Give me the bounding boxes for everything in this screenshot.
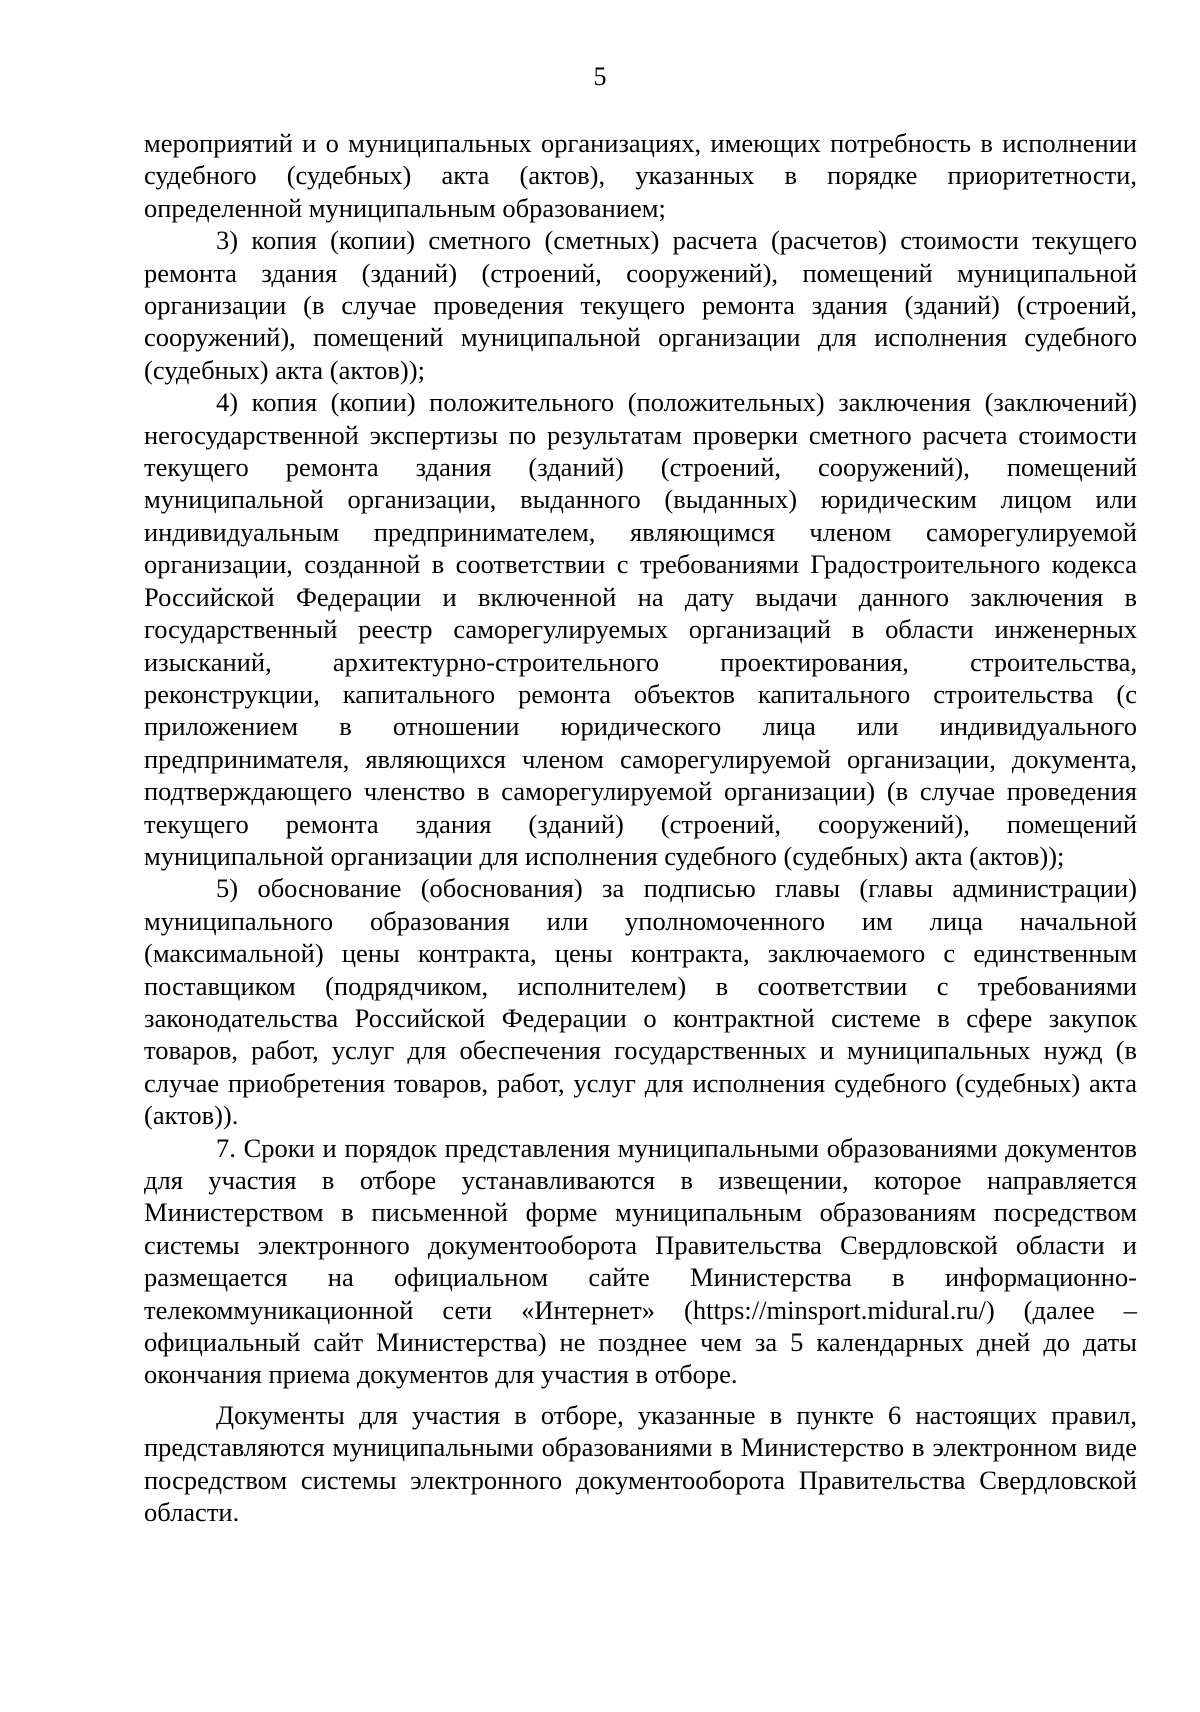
paragraph-item-4: 4) копия (копии) положительного (положительных) заключения (заключений) негосударственной экспертизы по результатам проверки сметного расчета стоимости текущего ремонта здания (зданий) (строений, сооружений), помещений муниципальной организации, выданного (выданных) юридическим лицом или индивидуальным предпринимателем, являющимся членом саморегулируемой организации, созданной в соответствии с требованиями Градостроительного кодекса Российской Федерации и включенной на дату выдачи данного заключения в государственный реестр саморегулируемых организаций в области инженерных изысканий, архитектурно-строительного проектирования, строительства, реконструкции, капитального ремонта объектов капитального строительства (с приложением в отношении юридического лица или индивидуального предпринимателя, являющихся членом саморегулируемой организации, документа, подтверждающего членство в саморегулируемой организации) (в случае проведения текущего ремонта здания (зданий) (строений, сооружений), помещений муниципальной организации для исполнения судебного (судебных) акта (актов));	[144, 387, 1137, 871]
paragraph-section-7: 7. Сроки и порядок представления муниципальными образованиями документов для участия в отборе устанавливаются в извещении, которое направляется Министерством в письменной форме муниципальным образованиям посредством системы электронного документооборота Правительства Свердловской области и размещается на официальном сайте Министерства в информационно-телекоммуникационной сети «Интернет» (https://minsport.midural.ru/) (далее – официальный сайт Министерства) не позднее чем за 5 календарных дней до даты окончания приема документов для участия в отборе.	[144, 1132, 1137, 1390]
page-number: 5	[593, 62, 607, 91]
paragraph-continuation: мероприятий и о муниципальных организациях, имеющих потребность в исполнении судебного (судебных) акта (актов), указанных в порядке приоритетности, определенной муниципальным образованием;	[144, 128, 1137, 223]
paragraph-item-3: 3) копия (копии) сметного (сметных) расчета (расчетов) стоимости текущего ремонта здания (зданий) (строений, сооружений), помещений муниципальной организации (в случае проведения текущего ремонта здания (зданий) (строений, сооружений), помещений муниципальной организации для исполнения судебного (судебных) акта (актов));	[144, 225, 1137, 385]
paragraph-item-5: 5) обоснование (обоснования) за подписью главы (главы администрации) муниципального образования или уполномоченного им лица начальной (максимальной) цены контракта, цены контракта, заключаемого с единственным поставщиком (подрядчиком, исполнителем) в соответствии с требованиями законодательства Российской Федерации о контрактной системе в сфере закупок товаров, работ, услуг для обеспечения государственных и муниципальных нужд (в случае приобретения товаров, работ, услуг для исполнения судебного (судебных) акта (актов)).	[144, 873, 1137, 1131]
paragraph-documents-submission: Документы для участия в отборе, указанные в пункте 6 настоящих правил, представляются муниципальными образованиями в Министерство в электронном виде посредством системы электронного документооборота Правительства Свердловской области.	[144, 1399, 1137, 1528]
document-body	[144, 127, 1137, 1528]
